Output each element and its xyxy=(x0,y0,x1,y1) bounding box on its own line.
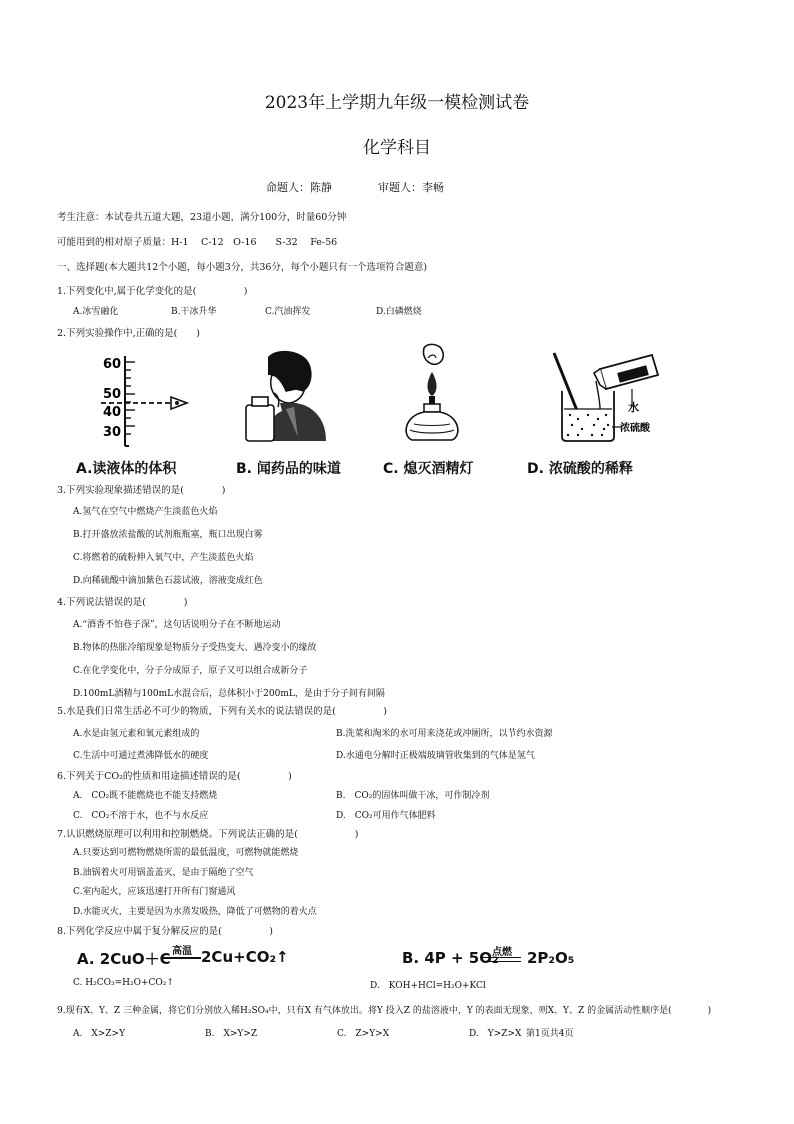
q2-caption-d: D. 浓硫酸的稀释 xyxy=(527,461,633,477)
exam-notice: 考生注意：本试卷共五道大题，23道小题，满分100分，时量60分钟 xyxy=(57,212,347,223)
tick-30: 30 xyxy=(103,425,122,440)
exam-title: 2023年上学期九年级一模检测试卷 xyxy=(264,93,530,113)
q8-option-a-right: 2Cu+CO₂↑ xyxy=(201,948,289,966)
q7-option-b: B.油锅着火可用锅盖盖灭，是由于隔绝了空气 xyxy=(73,868,254,878)
q2-stem: 2.下列实验操作中,正确的是( ) xyxy=(57,328,200,339)
reviewer-label: 审题人：李畅 xyxy=(378,181,444,194)
q3-option-b: B.打开盛放浓盐酸的试剂瓶瓶塞，瓶口出现白雾 xyxy=(73,530,263,540)
q9-option-c: C. Z>Y>X xyxy=(337,1029,390,1039)
q8-option-b-left: B. 4P + 5O₂ xyxy=(402,949,499,967)
q4-option-d: D.100mL酒精与100mL水混合后，总体积小于200mL，是由于分子间有间隔 xyxy=(73,689,385,699)
tick-40: 40 xyxy=(103,405,122,420)
q1-option-c: C.汽油挥发 xyxy=(265,307,311,317)
q3-option-d: D.向稀硫酸中滴加紫色石蕊试液，溶液变成红色 xyxy=(73,576,263,586)
q9-option-d: D. Y>Z>X xyxy=(469,1029,522,1039)
q7-stem: 7.认识燃烧原理可以利用和控制燃烧。下列说法正确的是( ) xyxy=(57,829,359,840)
q1-option-a: A.冰雪融化 xyxy=(73,307,119,317)
q4-option-c: C.在化学变化中，分子分成原子，原子又可以组合成新分子 xyxy=(73,666,308,676)
q7-option-c: C.室内起火，应该迅速打开所有门窗通风 xyxy=(73,887,236,897)
q2-caption-a: A.读液体的体积 xyxy=(76,461,177,477)
exam-subject: 化学科目 xyxy=(363,138,431,158)
q8-option-c: C. H₂CO₃=H₂O+CO₂↑ xyxy=(73,978,174,988)
q1-option-d: D.白磷燃烧 xyxy=(376,307,422,317)
q5-option-c: C.生活中可通过煮沸降低水的硬度 xyxy=(73,751,209,761)
q9-option-a: A. X>Z>Y xyxy=(73,1029,126,1039)
figure-smelling-reagent xyxy=(238,345,330,445)
q6-option-b: B. CO₂的固体叫做干冰，可作制冷剂 xyxy=(336,791,490,801)
q6-option-c: C. CO₂不溶于水，也不与水反应 xyxy=(73,811,209,821)
q8-option-b-right: 2P₂O₅ xyxy=(527,949,575,967)
q3-option-c: C.将燃着的硫粉伸入氧气中，产生淡蓝色火焰 xyxy=(73,553,254,563)
figure-graduated-cylinder xyxy=(95,350,205,450)
q1-stem: 1.下列变化中,属于化学变化的是( ) xyxy=(57,286,248,297)
q6-stem: 6.下列关于CO₂的性质和用途描述错误的是( ) xyxy=(57,771,292,782)
q8-option-a-arrow xyxy=(163,957,201,959)
figure-acid-dilution xyxy=(548,345,668,445)
q6-option-a: A. CO₂既不能燃烧也不能支持燃烧 xyxy=(73,791,218,801)
label-conc-acid: 浓硫酸 xyxy=(620,423,650,434)
q5-option-b: B.洗菜和淘米的水可用来浇花或冲厕所，以节约水资源 xyxy=(336,729,553,739)
q8-option-d: D. KOH+HCl=H₂O+KCl xyxy=(370,981,486,991)
q8-option-b-condition: 点燃 xyxy=(492,947,512,958)
figure-alcohol-lamp xyxy=(398,340,468,448)
q5-option-a: A.水是由氢元素和氧元素组成的 xyxy=(73,729,200,739)
q7-option-a: A.只要达到可燃物燃烧所需的最低温度，可燃物就能燃烧 xyxy=(73,848,299,858)
q6-option-d: D. CO₂可用作气体肥料 xyxy=(336,811,436,821)
q7-option-d: D.水能灭火，主要是因为水蒸发吸热，降低了可燃物的着火点 xyxy=(73,907,317,917)
q8-option-a-condition: 高温 xyxy=(172,946,192,957)
q4-option-a: A.“酒香不怕巷子深”，这句话说明分子在不断地运动 xyxy=(73,620,281,630)
atomic-masses: 可能用到的相对原子质量：H-1 C-12 O-16 S-32 Fe-56 xyxy=(57,237,338,248)
q4-option-b: B.物体的热胀冷缩现象是物质分子受热变大、遇冷变小的缘故 xyxy=(73,643,317,653)
q8-stem: 8.下列化学反应中属于复分解反应的是( ) xyxy=(57,926,273,937)
q3-stem: 3.下列实验现象描述错误的是( ) xyxy=(57,485,226,496)
q8-option-a-left: A. 2CuO＋C xyxy=(77,950,171,968)
label-water: 水 xyxy=(628,401,639,414)
q4-stem: 4.下列说法错误的是( ) xyxy=(57,597,188,608)
page-footer: 第1页共4页 xyxy=(526,1029,574,1039)
tick-60: 60 xyxy=(103,357,122,372)
author-label: 命题人：陈静 xyxy=(266,181,332,194)
q9-stem: 9.现有X、Y、Z 三种金属，将它们分别放入稀H₂SO₄中，只有X 有气体放出。将Y 投入Z 的盐溶液中，Y 的表面无现象，则X、Y、Z 的金属活动性顺序是( ) xyxy=(57,1006,712,1016)
q9-option-b: B. X>Y>Z xyxy=(205,1029,258,1039)
tick-50: 50 xyxy=(103,387,122,402)
q8-option-b-equals xyxy=(483,957,521,962)
q1-option-b: B.干冰升华 xyxy=(171,307,217,317)
q2-caption-b: B. 闻药品的味道 xyxy=(236,461,341,477)
section-heading: 一、选择题(本大题共12个小题，每小题3分，共36分，每个小题只有一个选项符合题意) xyxy=(57,262,428,273)
q5-option-d: D.水通电分解时正极端玻璃管收集到的气体是氢气 xyxy=(336,751,535,761)
q3-option-a: A.氢气在空气中燃烧产生淡蓝色火焰 xyxy=(73,507,218,517)
q5-stem: 5.水是我们日常生活必不可少的物质，下列有关水的说法错误的是( ) xyxy=(57,706,387,717)
q2-caption-c: C. 熄灭酒精灯 xyxy=(383,461,474,477)
